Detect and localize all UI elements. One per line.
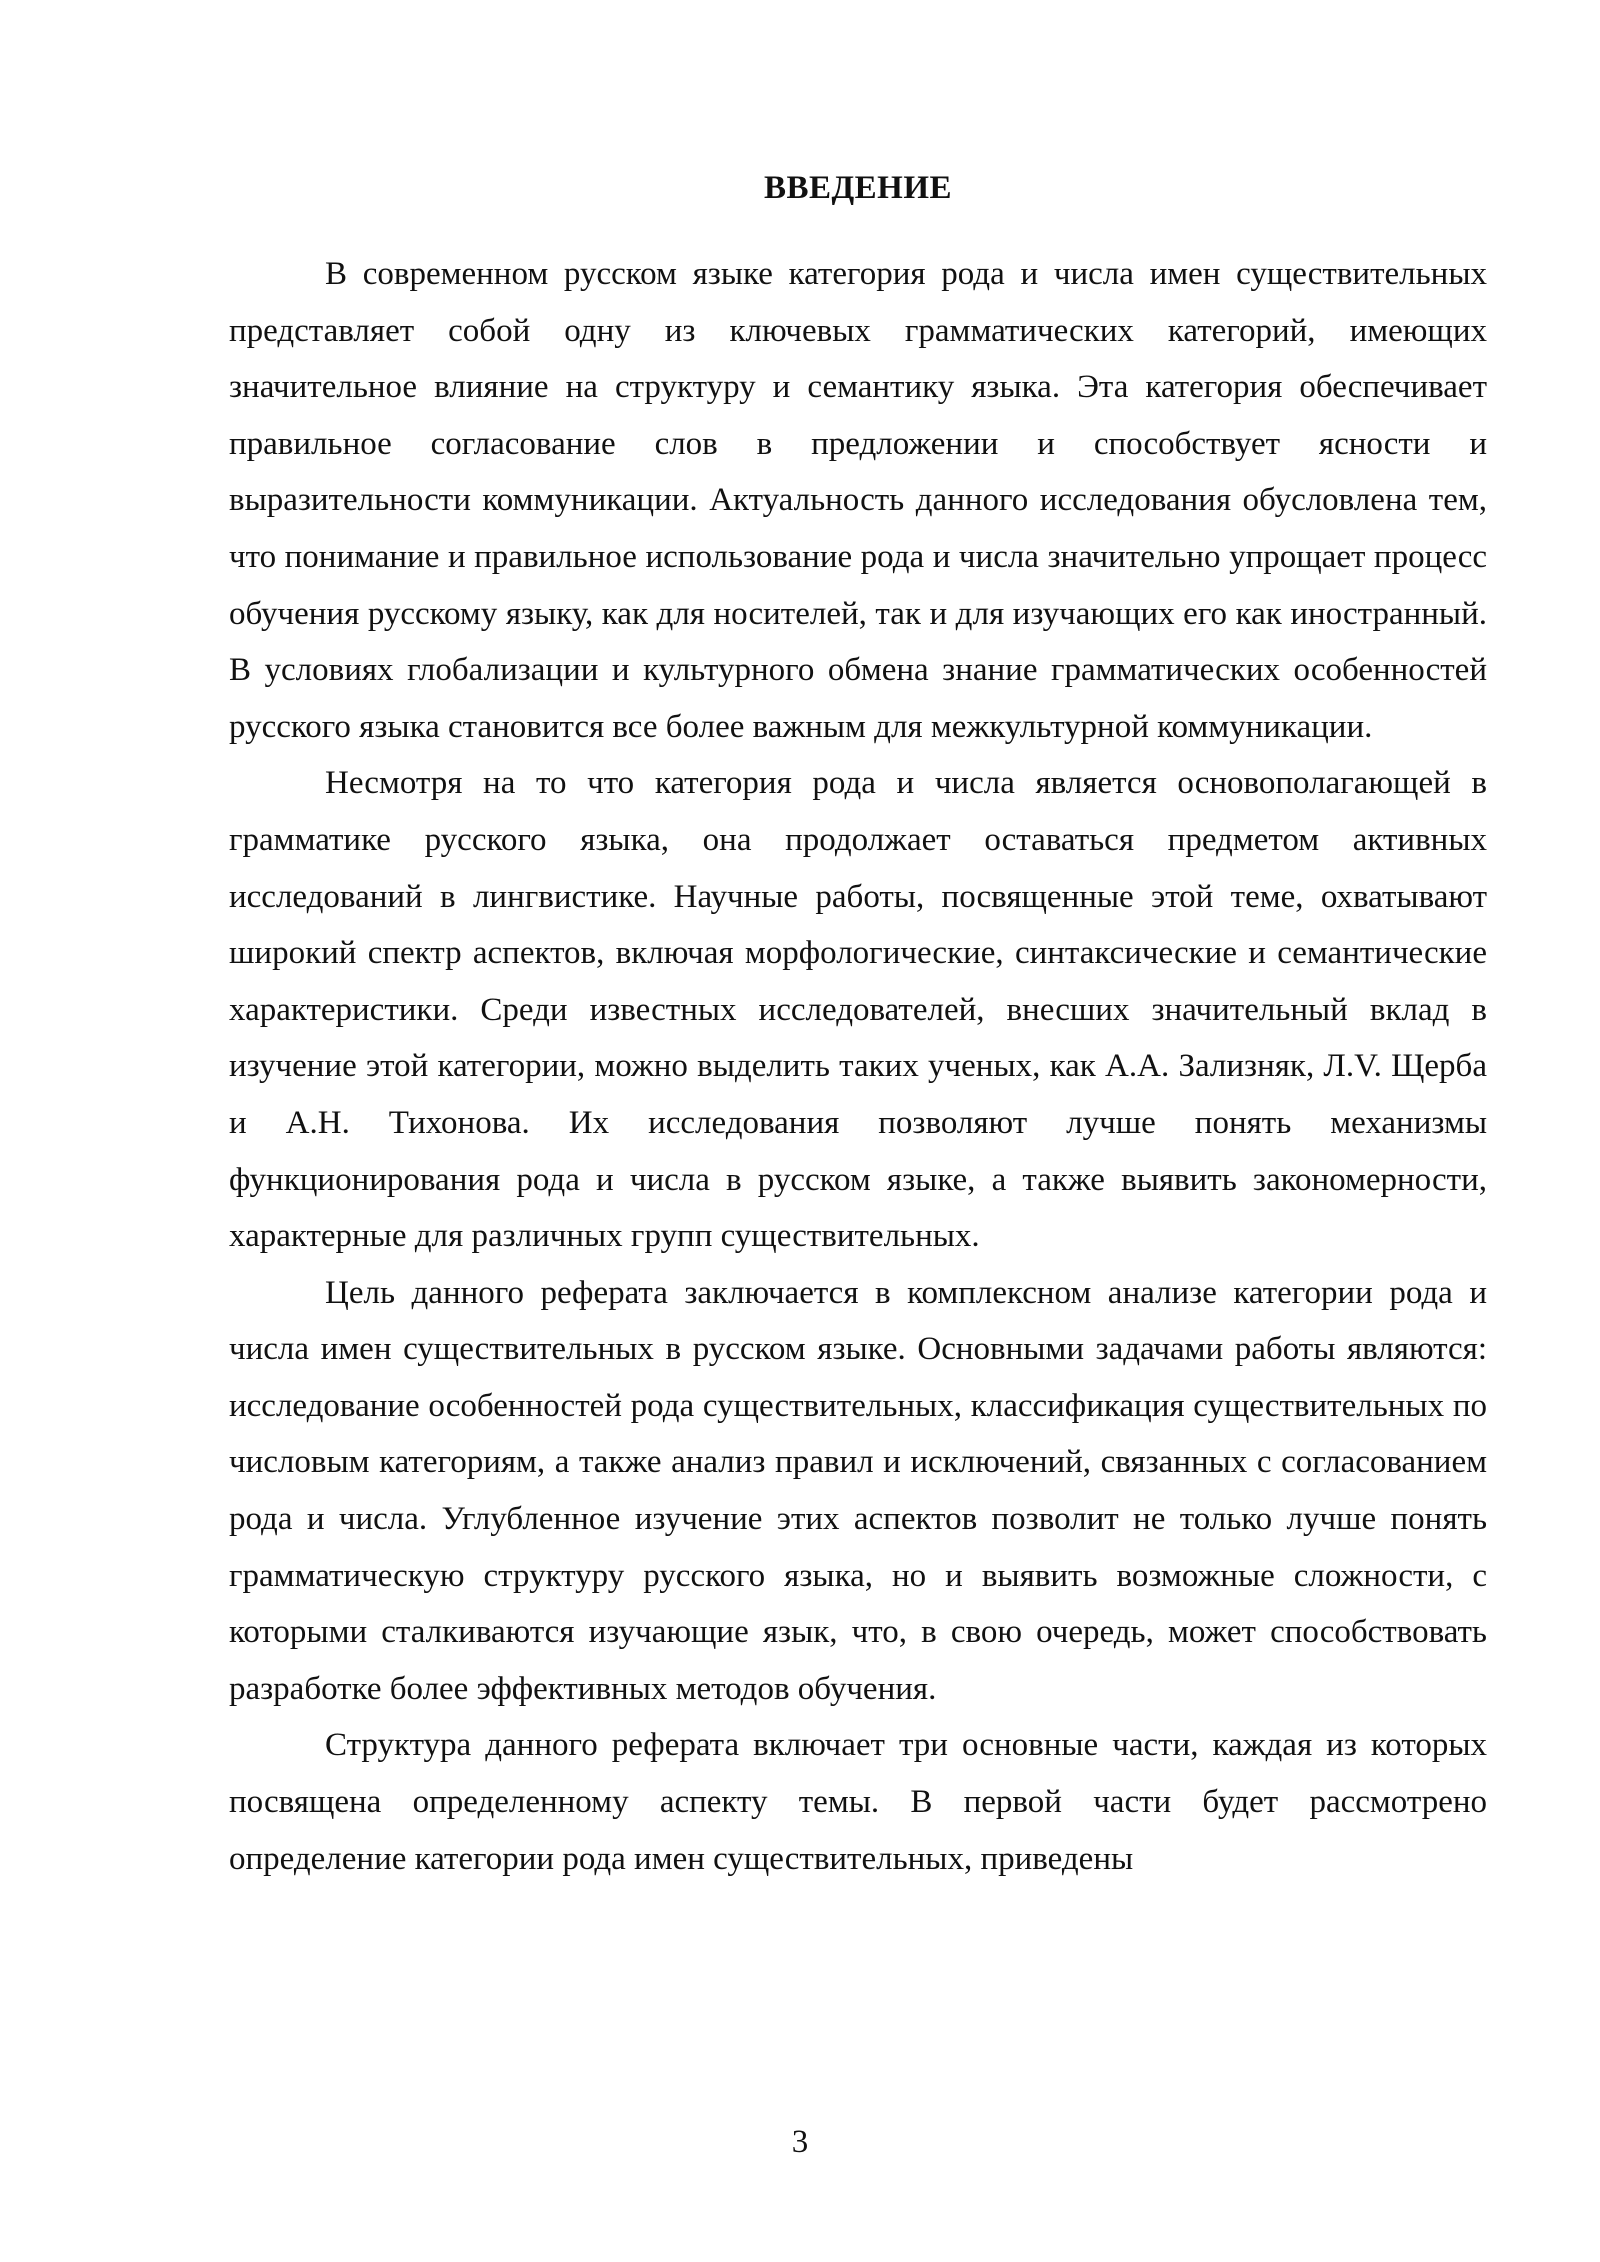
paragraph-1: В современном русском языке категория рода и числа имен существительных представляет собой одну из ключевых грамматических категорий, имеющих значительное влияние на структуру и семантику языка. Эта категория обеспечивает правильное согласование слов в предложении и способствует ясности и выразительности коммуникации. Актуальность данного исследования обусловлена тем, что понимание и правильное использование рода и числа значительно упрощает процесс обучения русскому языку, как для носителей, так и для изучающих его как иностранный. В условиях глобализации и культурного обмена знание грамматических особенностей русского языка становится все более важным для межкультурной коммуникации. (229, 256, 1487, 745)
page-number: 3 (791, 2124, 809, 2160)
paragraph-3: Цель данного реферата заключается в комплексном анализе категории рода и числа имен существительных в русском языке. Основными задачами работы являются: исследование особенностей рода существительных, классификация существительных по числовым категориям, а также анализ правил и исключений, связанных с согласованием рода и числа. Углубленное изучение этих аспектов позволит не только лучше понять грамматическую структуру русского языка, но и выявить возможные сложности, с которыми сталкиваются изучающие язык, что, в свою очередь, может способствовать разработке более эффективных методов обучения. (229, 1274, 1487, 1707)
paragraph-2: Несмотря на то что категория рода и числа является основополагающей в грамматике русского языка, она продолжает оставаться предметом активных исследований в лингвистике. Научные работы, посвященные этой теме, охватывают широкий спектр аспектов, включая морфологические, синтаксические и семантические характеристики. Среди известных исследователей, внесших значительный вклад в изучение этой категории, можно выделить таких ученых, как А.А. Зализняк, Л.V. Щерба и А.Н. Тихонова. Их исследования позволяют лучше понять механизмы функционирования рода и числа в русском языке, а также выявить закономерности, характерные для различных групп существительных. (229, 765, 1487, 1255)
page-content (229, 160, 1487, 1887)
page-title: ВВЕДЕНИЕ (763, 170, 953, 206)
paragraph-4: Структура данного реферата включает три основные части, каждая из которых посвящена определенному аспекту темы. В первой части будет рассмотрено определение категории рода имен существительных, приведены (229, 1727, 1487, 1877)
